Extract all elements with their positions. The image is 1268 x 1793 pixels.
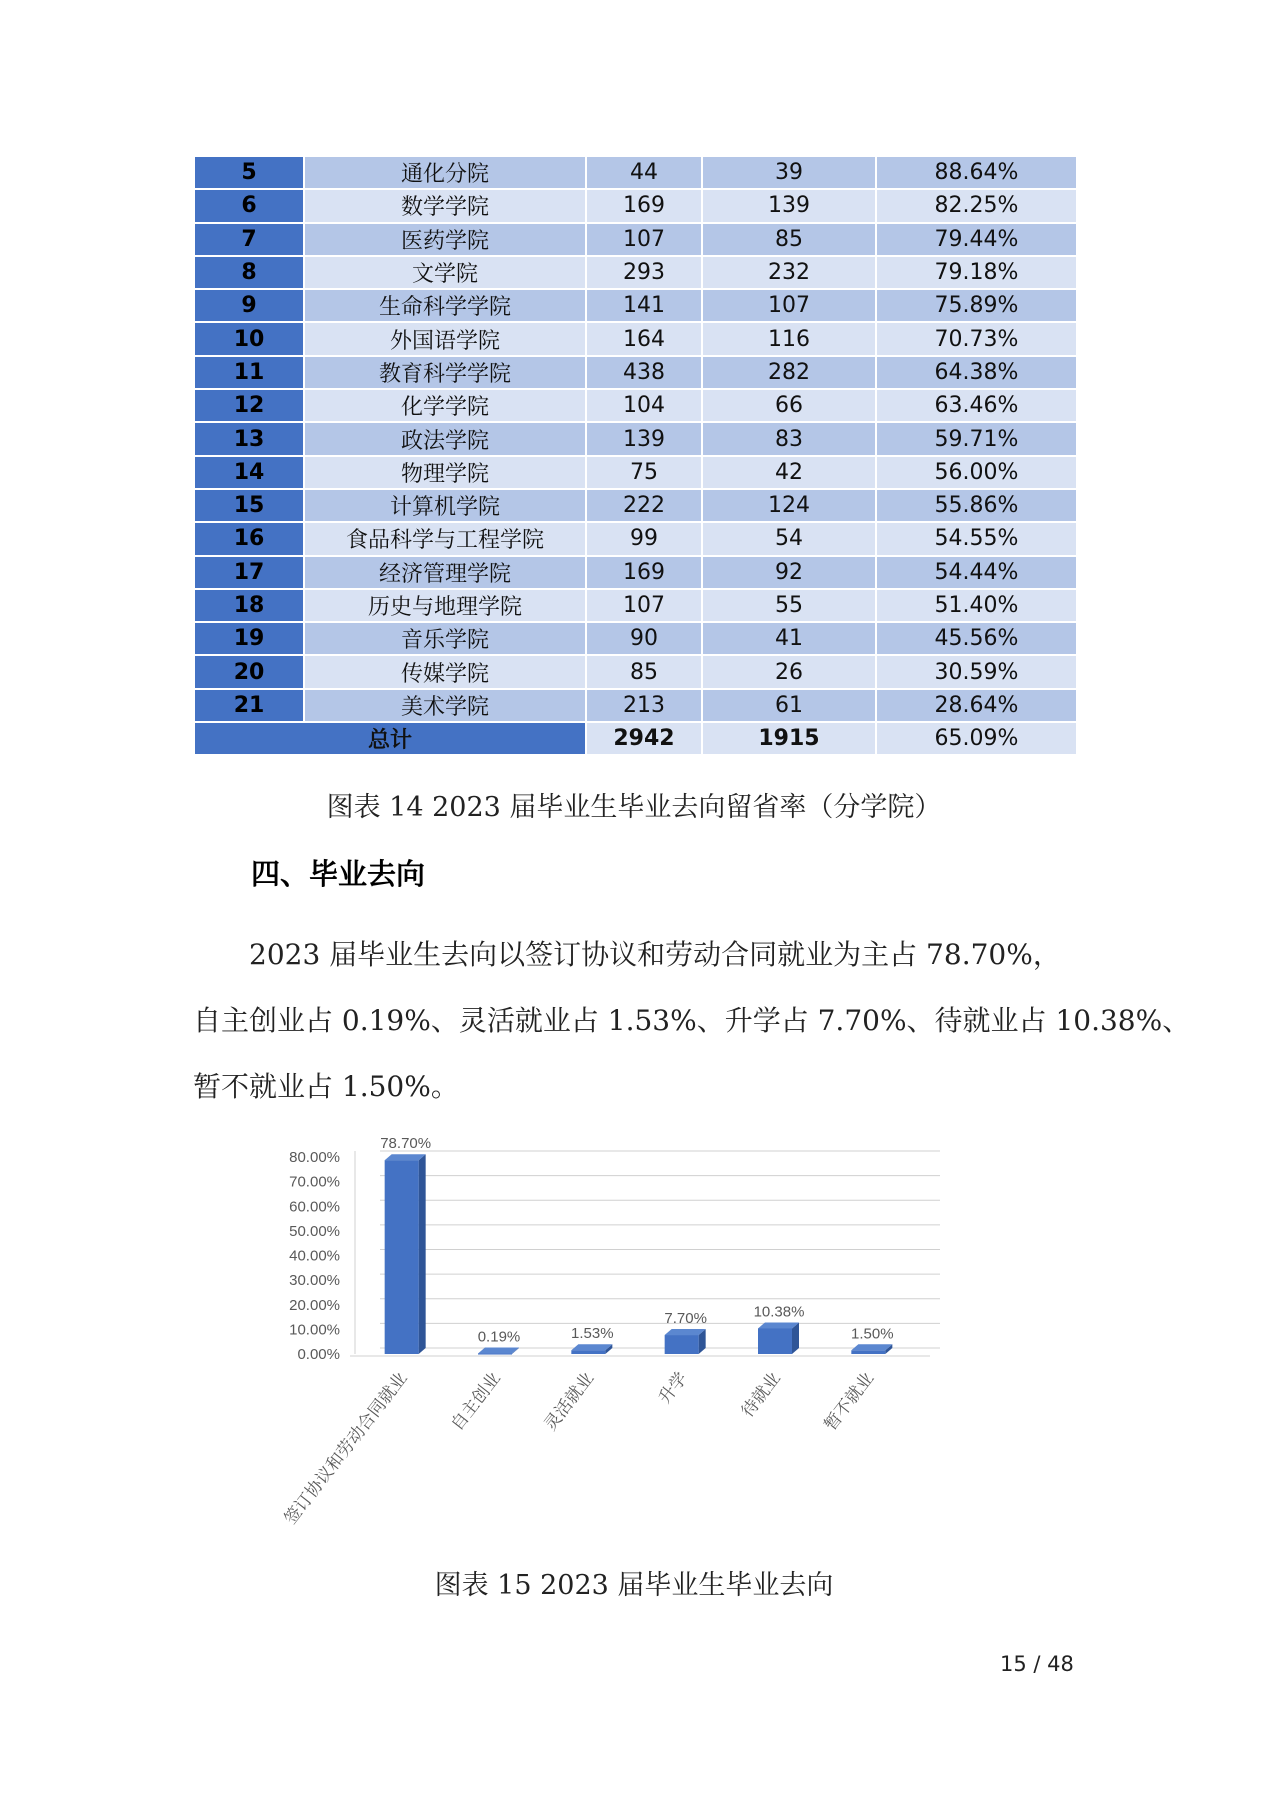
rank-cell: 19	[194, 622, 304, 655]
retained-cell: 66	[702, 389, 876, 422]
rate-cell: 64.38%	[876, 356, 1077, 389]
graduates-cell: 222	[586, 489, 702, 522]
retained-cell: 92	[702, 556, 876, 589]
bar-top	[478, 1348, 519, 1354]
college-cell: 通化分院	[304, 156, 586, 189]
retained-cell: 61	[702, 689, 876, 722]
retained-cell: 83	[702, 422, 876, 455]
graduates-cell: 99	[586, 522, 702, 555]
rate-cell: 70.73%	[876, 322, 1077, 355]
page-number: 15 / 48	[1000, 1652, 1074, 1676]
rank-cell: 21	[194, 689, 304, 722]
table-row	[194, 622, 1077, 655]
table-row	[194, 289, 1077, 322]
bar-top	[665, 1329, 706, 1335]
bar	[385, 1160, 419, 1354]
data-label: 7.70%	[664, 1310, 707, 1328]
retention-table	[193, 155, 1078, 756]
y-tick-label: 60.00%	[289, 1198, 340, 1216]
college-cell: 生命科学学院	[304, 289, 586, 322]
college-cell: 文学院	[304, 256, 586, 289]
bar-top	[758, 1322, 799, 1328]
rate-cell: 54.44%	[876, 556, 1077, 589]
rank-cell: 9	[194, 289, 304, 322]
paragraph-line-3: 暂不就业占 1.50%。	[193, 1070, 459, 1103]
table-row	[194, 156, 1077, 189]
rate-cell: 56.00%	[876, 456, 1077, 489]
retention-table-body	[194, 156, 1077, 755]
bar-side	[419, 1154, 426, 1354]
y-tick-label: 70.00%	[289, 1173, 340, 1191]
graduates-cell: 164	[586, 322, 702, 355]
total-graduates-cell: 2942	[586, 722, 702, 755]
rate-cell: 88.64%	[876, 156, 1077, 189]
college-cell: 政法学院	[304, 422, 586, 455]
data-label: 1.50%	[851, 1325, 894, 1343]
table-row	[194, 522, 1077, 555]
rank-cell: 16	[194, 522, 304, 555]
y-tick-label: 0.00%	[297, 1346, 340, 1363]
bar	[571, 1350, 605, 1354]
graduates-cell: 169	[586, 556, 702, 589]
rank-cell: 8	[194, 256, 304, 289]
graduates-cell: 141	[586, 289, 702, 322]
y-tick-label: 50.00%	[289, 1222, 340, 1240]
data-label: 10.38%	[753, 1303, 805, 1321]
rank-cell: 14	[194, 456, 304, 489]
retained-cell: 232	[702, 256, 876, 289]
table-row	[194, 489, 1077, 522]
chart-caption: 图表 15 2023 届毕业生毕业去向	[434, 1570, 834, 1601]
category-label: 暂不就业	[820, 1368, 878, 1435]
table-total-row	[194, 722, 1077, 755]
graduates-cell: 44	[586, 156, 702, 189]
paragraph-line-1: 2023 届毕业生去向以签订协议和劳动合同就业为主占 78.70%，	[249, 938, 1061, 971]
category-label: 自主创业	[447, 1368, 505, 1435]
y-tick-label: 80.00%	[289, 1149, 340, 1166]
graduates-cell: 169	[586, 189, 702, 222]
rate-cell: 63.46%	[876, 389, 1077, 422]
bar	[478, 1354, 512, 1355]
y-tick-label: 10.00%	[289, 1321, 340, 1339]
college-cell: 教育科学学院	[304, 356, 586, 389]
retained-cell: 282	[702, 356, 876, 389]
graduates-cell: 107	[586, 589, 702, 622]
rate-cell: 30.59%	[876, 655, 1077, 688]
total-retained-cell: 1915	[702, 722, 876, 755]
table-row	[194, 356, 1077, 389]
graduates-cell: 104	[586, 389, 702, 422]
rate-cell: 79.44%	[876, 223, 1077, 256]
y-tick-label: 20.00%	[289, 1296, 340, 1314]
graduates-cell: 85	[586, 655, 702, 688]
rank-cell: 7	[194, 223, 304, 256]
bar	[758, 1328, 792, 1354]
table-row	[194, 256, 1077, 289]
retained-cell: 55	[702, 589, 876, 622]
retained-cell: 124	[702, 489, 876, 522]
retained-cell: 41	[702, 622, 876, 655]
retained-cell: 42	[702, 456, 876, 489]
rate-cell: 28.64%	[876, 689, 1077, 722]
table-caption: 图表 14 2023 届毕业生毕业去向留省率（分学院）	[326, 792, 942, 823]
rate-cell: 79.18%	[876, 256, 1077, 289]
rate-cell: 75.89%	[876, 289, 1077, 322]
rank-cell: 15	[194, 489, 304, 522]
y-tick-label: 30.00%	[289, 1272, 340, 1290]
college-cell: 外国语学院	[304, 322, 586, 355]
section-heading: 四、毕业去向	[251, 857, 426, 891]
rate-cell: 45.56%	[876, 622, 1077, 655]
category-label: 升学	[654, 1368, 691, 1408]
graduates-cell: 90	[586, 622, 702, 655]
rank-cell: 17	[194, 556, 304, 589]
bar	[665, 1335, 699, 1354]
rank-cell: 20	[194, 655, 304, 688]
table-row	[194, 456, 1077, 489]
bar	[851, 1350, 885, 1354]
rank-cell: 10	[194, 322, 304, 355]
retained-cell: 116	[702, 322, 876, 355]
data-label: 1.53%	[571, 1325, 614, 1343]
graduates-cell: 139	[586, 422, 702, 455]
rank-cell: 11	[194, 356, 304, 389]
bar-top	[571, 1344, 612, 1350]
rate-cell: 51.40%	[876, 589, 1077, 622]
retained-cell: 54	[702, 522, 876, 555]
college-cell: 物理学院	[304, 456, 586, 489]
table-row	[194, 689, 1077, 722]
table-row	[194, 223, 1077, 256]
college-cell: 医药学院	[304, 223, 586, 256]
graduates-cell: 107	[586, 223, 702, 256]
table-row	[194, 322, 1077, 355]
rate-cell: 82.25%	[876, 189, 1077, 222]
retained-cell: 107	[702, 289, 876, 322]
data-label: 0.19%	[477, 1328, 521, 1346]
college-cell: 化学学院	[304, 389, 586, 422]
retained-cell: 139	[702, 189, 876, 222]
data-label: 78.70%	[380, 1135, 432, 1153]
college-cell: 美术学院	[304, 689, 586, 722]
rank-cell: 5	[194, 156, 304, 189]
total-rate-cell: 65.09%	[876, 722, 1077, 755]
rank-cell: 12	[194, 389, 304, 422]
graduates-cell: 293	[586, 256, 702, 289]
college-cell: 食品科学与工程学院	[304, 522, 586, 555]
body-paragraph	[193, 922, 1191, 1120]
college-cell: 音乐学院	[304, 622, 586, 655]
retained-cell: 39	[702, 156, 876, 189]
college-cell: 传媒学院	[304, 655, 586, 688]
table-row	[194, 556, 1077, 589]
table-row	[194, 655, 1077, 688]
graduates-cell: 75	[586, 456, 702, 489]
category-label: 签订协议和劳动合同就业	[280, 1368, 411, 1528]
college-cell: 历史与地理学院	[304, 589, 586, 622]
retained-cell: 26	[702, 655, 876, 688]
graduates-cell: 213	[586, 689, 702, 722]
total-label-cell: 总计	[194, 722, 586, 755]
college-cell: 经济管理学院	[304, 556, 586, 589]
table-row	[194, 189, 1077, 222]
rate-cell: 55.86%	[876, 489, 1077, 522]
bar-top	[851, 1344, 892, 1350]
table-row	[194, 422, 1077, 455]
paragraph-line-2: 自主创业占 0.19%、灵活就业占 1.53%、升学占 7.70%、待就业占 10.38%、	[193, 1004, 1191, 1037]
rate-cell: 59.71%	[876, 422, 1077, 455]
college-cell: 计算机学院	[304, 489, 586, 522]
retained-cell: 85	[702, 223, 876, 256]
table-row	[194, 589, 1077, 622]
table-row	[194, 389, 1077, 422]
y-tick-label: 40.00%	[289, 1247, 340, 1265]
rank-cell: 18	[194, 589, 304, 622]
category-label: 待就业	[737, 1368, 785, 1421]
category-label: 灵活就业	[540, 1368, 598, 1435]
rank-cell: 6	[194, 189, 304, 222]
rank-cell: 13	[194, 422, 304, 455]
destination-bar-chart	[270, 1130, 970, 1560]
rate-cell: 54.55%	[876, 522, 1077, 555]
graduates-cell: 438	[586, 356, 702, 389]
college-cell: 数学学院	[304, 189, 586, 222]
bar-top	[385, 1154, 426, 1160]
